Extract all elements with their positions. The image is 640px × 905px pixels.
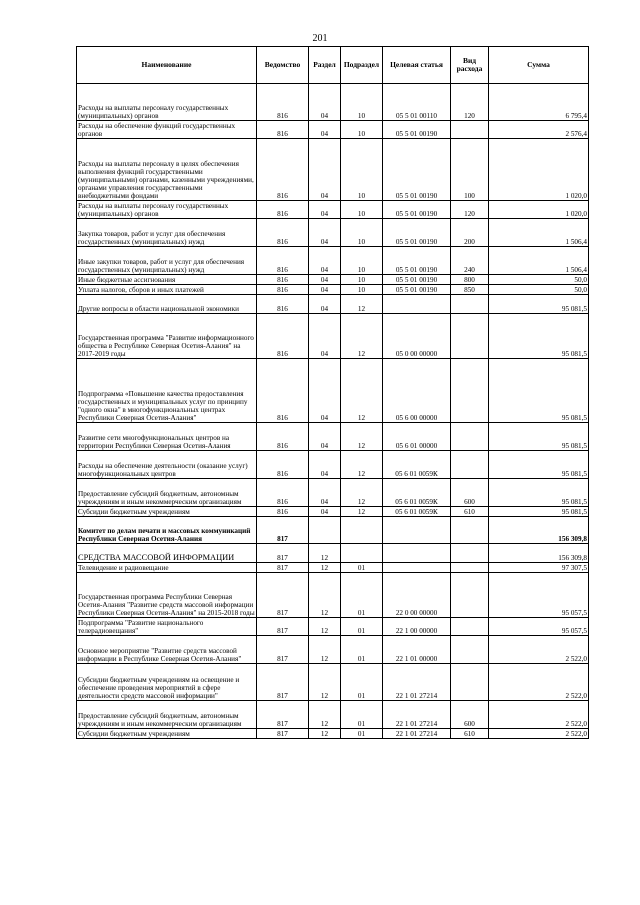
table-row (77, 636, 589, 664)
cell-type: 100 (451, 139, 489, 201)
cell-name: Основное мероприятие "Развитие средств массовой информации в Республике Северная Осетия-Алания" (77, 636, 257, 664)
table-row (77, 359, 589, 423)
table-body (77, 84, 589, 739)
header-type: Вид расхода (451, 47, 489, 84)
cell-sum: 2 522,0 (489, 729, 589, 739)
cell-section: 04 (309, 295, 341, 314)
cell-section: 12 (309, 544, 341, 563)
table-row (77, 451, 589, 479)
cell-subsection: 12 (341, 295, 383, 314)
cell-name: Расходы на выплаты персоналу государственных (муниципальных) органов (77, 201, 257, 219)
cell-subsection: 10 (341, 139, 383, 201)
table-row (77, 84, 589, 121)
cell-name: Расходы на обеспечение деятельности (оказание услуг) многофункциональных центров (77, 451, 257, 479)
table-row (77, 121, 589, 139)
cell-section (309, 517, 341, 544)
cell-name: Государственная программа Республики Северная Осетия-Алания "Развитие средств массовой информации Республики Северная Осетия-Алания" на 2015-2018 годы (77, 573, 257, 618)
cell-type: 240 (451, 247, 489, 275)
cell-target: 05 5 01 00190 (383, 285, 451, 295)
cell-section: 04 (309, 451, 341, 479)
cell-subsection: 10 (341, 219, 383, 247)
cell-dept: 816 (257, 219, 309, 247)
cell-dept: 816 (257, 479, 309, 507)
cell-type: 610 (451, 729, 489, 739)
cell-target: 22 1 01 27214 (383, 729, 451, 739)
cell-subsection: 01 (341, 573, 383, 618)
cell-dept: 816 (257, 121, 309, 139)
cell-target: 22 1 01 27214 (383, 701, 451, 729)
cell-sum: 156 309,8 (489, 517, 589, 544)
cell-section: 04 (309, 479, 341, 507)
cell-target: 05 6 01 00000 (383, 423, 451, 451)
table-row (77, 573, 589, 618)
cell-section: 04 (309, 219, 341, 247)
cell-name: Подпрограмма "Развитие национального телерадиовещания" (77, 618, 257, 636)
table-row (77, 517, 589, 544)
cell-subsection: 12 (341, 451, 383, 479)
cell-target (383, 517, 451, 544)
cell-subsection: 10 (341, 285, 383, 295)
table-row (77, 139, 589, 201)
cell-section: 04 (309, 314, 341, 359)
cell-name: Иные закупки товаров, работ и услуг для обеспечения государственных (муниципальных) нужд (77, 247, 257, 275)
cell-target: 05 6 01 0059К (383, 479, 451, 507)
table-row (77, 479, 589, 507)
cell-section: 12 (309, 563, 341, 573)
cell-subsection: 01 (341, 563, 383, 573)
cell-name: Предоставление субсидий бюджетным, автономным учреждениям и иным некоммерческим организациям (77, 701, 257, 729)
cell-subsection: 12 (341, 423, 383, 451)
cell-target: 05 5 01 00190 (383, 219, 451, 247)
cell-sum: 2 522,0 (489, 664, 589, 701)
cell-name: Комитет по делам печати и массовых коммуникаций Республики Северная Осетия-Алания (77, 517, 257, 544)
cell-dept: 816 (257, 451, 309, 479)
cell-sum: 95 081,5 (489, 507, 589, 517)
table-row (77, 664, 589, 701)
cell-subsection: 01 (341, 664, 383, 701)
cell-sum: 2 576,4 (489, 121, 589, 139)
header-dept: Ведомство (257, 47, 309, 84)
cell-target: 22 0 00 00000 (383, 573, 451, 618)
cell-type (451, 359, 489, 423)
cell-target (383, 544, 451, 563)
cell-sum: 95 081,5 (489, 451, 589, 479)
cell-name: Развитие сети многофункциональных центров на территории Республики Северная Осетия-Алания (77, 423, 257, 451)
page-number: 201 (312, 33, 328, 44)
cell-section: 12 (309, 729, 341, 739)
cell-subsection: 12 (341, 507, 383, 517)
cell-name: Субсидии бюджетным учреждениям (77, 729, 257, 739)
cell-section: 04 (309, 359, 341, 423)
cell-subsection: 12 (341, 479, 383, 507)
cell-type (451, 573, 489, 618)
cell-sum: 2 522,0 (489, 636, 589, 664)
cell-dept: 816 (257, 285, 309, 295)
cell-target: 05 6 01 0059К (383, 451, 451, 479)
cell-subsection: 12 (341, 314, 383, 359)
cell-type: 800 (451, 275, 489, 285)
budget-table (76, 46, 589, 739)
cell-target: 22 1 00 00000 (383, 618, 451, 636)
cell-name: Уплата налогов, сборов и иных платежей (77, 285, 257, 295)
cell-dept: 817 (257, 544, 309, 563)
table-row (77, 247, 589, 275)
cell-target (383, 563, 451, 573)
cell-dept: 816 (257, 359, 309, 423)
cell-name: Расходы на обеспечение функций государственных органов (77, 121, 257, 139)
table-row (77, 275, 589, 285)
cell-dept: 816 (257, 423, 309, 451)
cell-name: Другие вопросы в области национальной экономики (77, 295, 257, 314)
cell-section: 04 (309, 84, 341, 121)
cell-dept: 817 (257, 618, 309, 636)
table-row (77, 618, 589, 636)
cell-sum: 95 081,5 (489, 359, 589, 423)
cell-subsection: 10 (341, 201, 383, 219)
cell-section: 12 (309, 664, 341, 701)
cell-target: 05 5 01 00190 (383, 275, 451, 285)
table-row (77, 544, 589, 563)
cell-sum: 95 057,5 (489, 573, 589, 618)
cell-section: 04 (309, 275, 341, 285)
cell-target: 05 6 01 0059К (383, 507, 451, 517)
cell-name: Расходы на выплаты персоналу в целях обеспечения выполнения функций государственными (муниципальными) органами, казенными учреждениями, органами управления государственными внебюджетными фондами (77, 139, 257, 201)
table-row (77, 729, 589, 739)
table-row (77, 219, 589, 247)
cell-subsection: 10 (341, 275, 383, 285)
cell-target: 05 5 01 00110 (383, 84, 451, 121)
cell-name: Расходы на выплаты персоналу государственных (муниципальных) органов (77, 84, 257, 121)
cell-sum: 97 307,5 (489, 563, 589, 573)
cell-name: Подпрограмма «Повышение качества предоставления государственных и муниципальных услуг по принципу "одного окна" в многофункциональных центрах Республики Северная Осетия-Алания" (77, 359, 257, 423)
cell-subsection: 10 (341, 84, 383, 121)
cell-section: 12 (309, 618, 341, 636)
cell-subsection (341, 544, 383, 563)
cell-type: 850 (451, 285, 489, 295)
cell-name: Закупка товаров, работ и услуг для обеспечения государственных (муниципальных) нужд (77, 219, 257, 247)
header-target: Целевая статья (383, 47, 451, 84)
cell-dept: 817 (257, 701, 309, 729)
cell-dept: 816 (257, 275, 309, 285)
table-header-row (77, 47, 589, 84)
cell-type: 600 (451, 479, 489, 507)
cell-name: СРЕДСТВА МАССОВОЙ ИНФОРМАЦИИ (77, 544, 257, 563)
cell-dept: 816 (257, 84, 309, 121)
cell-sum: 95 081,5 (489, 479, 589, 507)
cell-sum: 156 309,8 (489, 544, 589, 563)
cell-type (451, 563, 489, 573)
cell-type (451, 664, 489, 701)
cell-subsection: 10 (341, 121, 383, 139)
cell-sum: 2 522,0 (489, 701, 589, 729)
cell-sum: 1 506,4 (489, 247, 589, 275)
cell-subsection: 01 (341, 618, 383, 636)
cell-sum: 95 081,5 (489, 423, 589, 451)
cell-type (451, 544, 489, 563)
cell-dept: 816 (257, 295, 309, 314)
table-row (77, 314, 589, 359)
cell-target: 05 6 00 00000 (383, 359, 451, 423)
cell-target: 05 5 01 00190 (383, 121, 451, 139)
cell-type: 120 (451, 201, 489, 219)
cell-type (451, 517, 489, 544)
cell-name: Субсидии бюджетным учреждениям (77, 507, 257, 517)
cell-type (451, 295, 489, 314)
cell-type (451, 618, 489, 636)
cell-type: 120 (451, 84, 489, 121)
table-row (77, 507, 589, 517)
cell-dept: 817 (257, 636, 309, 664)
cell-target: 05 5 01 00190 (383, 247, 451, 275)
cell-subsection: 01 (341, 729, 383, 739)
cell-target (383, 295, 451, 314)
cell-name: Предоставление субсидий бюджетным, автономным учреждениям и иным некоммерческим организациям (77, 479, 257, 507)
cell-section: 04 (309, 121, 341, 139)
header-subsection: Подраздел (341, 47, 383, 84)
cell-target: 22 1 01 00000 (383, 636, 451, 664)
cell-section: 04 (309, 139, 341, 201)
cell-dept: 816 (257, 314, 309, 359)
cell-sum: 50,0 (489, 285, 589, 295)
cell-target: 05 0 00 00000 (383, 314, 451, 359)
table-row (77, 295, 589, 314)
cell-subsection: 01 (341, 701, 383, 729)
cell-type (451, 121, 489, 139)
cell-section: 04 (309, 285, 341, 295)
cell-section: 12 (309, 701, 341, 729)
cell-name: Иные бюджетные ассигнования (77, 275, 257, 285)
table-row (77, 285, 589, 295)
cell-sum: 1 020,0 (489, 201, 589, 219)
cell-dept: 816 (257, 507, 309, 517)
cell-sum: 95 081,5 (489, 314, 589, 359)
cell-type: 610 (451, 507, 489, 517)
cell-dept: 817 (257, 573, 309, 618)
cell-sum: 95 057,5 (489, 618, 589, 636)
cell-dept: 817 (257, 517, 309, 544)
cell-dept: 817 (257, 563, 309, 573)
cell-sum: 50,0 (489, 275, 589, 285)
cell-type (451, 314, 489, 359)
cell-subsection: 01 (341, 636, 383, 664)
cell-target: 22 1 01 27214 (383, 664, 451, 701)
header-section: Раздел (309, 47, 341, 84)
table-row (77, 423, 589, 451)
cell-dept: 816 (257, 139, 309, 201)
cell-subsection: 10 (341, 247, 383, 275)
table-row (77, 701, 589, 729)
cell-sum: 6 795,4 (489, 84, 589, 121)
cell-target: 05 5 01 00190 (383, 201, 451, 219)
cell-dept: 816 (257, 247, 309, 275)
header-sum: Сумма (489, 47, 589, 84)
cell-type (451, 423, 489, 451)
table-row (77, 201, 589, 219)
cell-subsection (341, 517, 383, 544)
cell-type: 200 (451, 219, 489, 247)
cell-section: 12 (309, 573, 341, 618)
cell-dept: 817 (257, 729, 309, 739)
cell-sum: 1 506,4 (489, 219, 589, 247)
cell-type (451, 451, 489, 479)
cell-type (451, 636, 489, 664)
table-row (77, 563, 589, 573)
cell-subsection: 12 (341, 359, 383, 423)
header-name: Наименование (77, 47, 257, 84)
cell-name: Субсидии бюджетным учреждениям на освещение и обеспечение проведения мероприятий в сфере деятельности средств массовой информации" (77, 664, 257, 701)
cell-dept: 816 (257, 201, 309, 219)
cell-target: 05 5 01 00190 (383, 139, 451, 201)
cell-section: 12 (309, 636, 341, 664)
cell-sum: 95 081,5 (489, 295, 589, 314)
cell-section: 04 (309, 507, 341, 517)
cell-name: Государственная программа "Развитие информационного общества в Республике Северная Осетия-Алания" на 2017-2019 годы (77, 314, 257, 359)
cell-dept: 817 (257, 664, 309, 701)
cell-section: 04 (309, 247, 341, 275)
cell-name: Телевидение и радиовещание (77, 563, 257, 573)
cell-section: 04 (309, 201, 341, 219)
cell-sum: 1 020,0 (489, 139, 589, 201)
cell-type: 600 (451, 701, 489, 729)
cell-section: 04 (309, 423, 341, 451)
